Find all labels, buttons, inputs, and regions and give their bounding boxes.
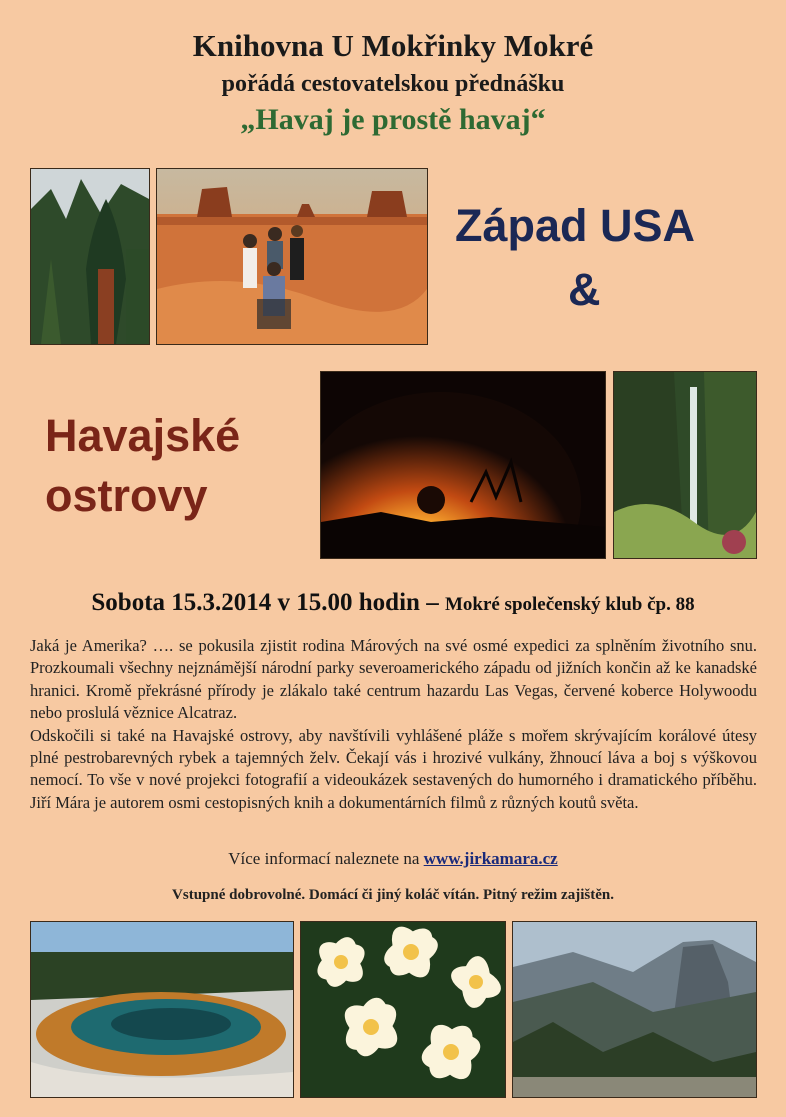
description-paragraph-2: Odskočili si také na Havajské ostrovy, aby navštívili vyhlášené pláže s mořem skrývajícím korálové útesy plné pestrobarevných rybek a tajemných želv. Čekají vás i hrozivé vulkány, žhnoucí láva a boj s výškovou nemocí. To vše v nové projekci fotografií a videoukázek sestavených do humorného i dramatického příběhu. Jiří Mára je autorem osmi cestopisných knih a dokumentárních filmů z různých koutů světa.: [30, 725, 757, 812]
organizer-title: Knihovna U Mokřinky Mokré: [192, 28, 594, 63]
monument-valley-photo: [156, 168, 428, 345]
event-place: Mokré společenský klub čp. 88: [444, 594, 695, 615]
event-dash: –: [426, 589, 439, 616]
more-info-text: Více informací naleznete na: [228, 849, 420, 868]
topic-hawaii-line1: Havajské: [45, 410, 241, 461]
hot-spring-photo: [30, 921, 294, 1098]
lecture-title: „Havaj je prostě havaj“: [240, 103, 546, 136]
sequoia-photo: [30, 168, 150, 345]
website-link[interactable]: www.jirkamara.cz: [423, 849, 558, 868]
waterfall-photo: [613, 371, 757, 559]
description-paragraph-1: Jaká je Amerika? …. se pokusila zjistit rodina Márových na své osmé expedici za splněním životního snu. Prozkoumali všechny nejznámější národní parky severoamerického západu od jižních končin až ke kanadské hranici. Kromě překrásné přírody je zlákalo také centrum hazardu Las Vegas, červené koberce Holywoodu nebo proslulá věznice Alcatraz.: [30, 636, 757, 723]
topic-ampersand: &: [568, 264, 601, 315]
subtitle: pořádá cestovatelskou přednášku: [221, 71, 565, 97]
entry-note: Vstupné dobrovolné. Domácí či jiný koláč vítán. Pitný režim zajištěn.: [172, 887, 614, 903]
event-datetime: Sobota 15.3.2014 v 15.00 hodin: [91, 589, 420, 616]
yosemite-photo: [512, 921, 757, 1098]
topic-west-usa: Západ USA: [455, 200, 696, 251]
volcano-photo: [320, 371, 606, 559]
topic-hawaii-line2: ostrovy: [45, 470, 208, 521]
description: [30, 635, 757, 814]
event-info: [0, 589, 786, 617]
frangipani-photo: [300, 921, 506, 1098]
more-info: [0, 849, 786, 869]
topic-hawaii: [45, 406, 240, 526]
